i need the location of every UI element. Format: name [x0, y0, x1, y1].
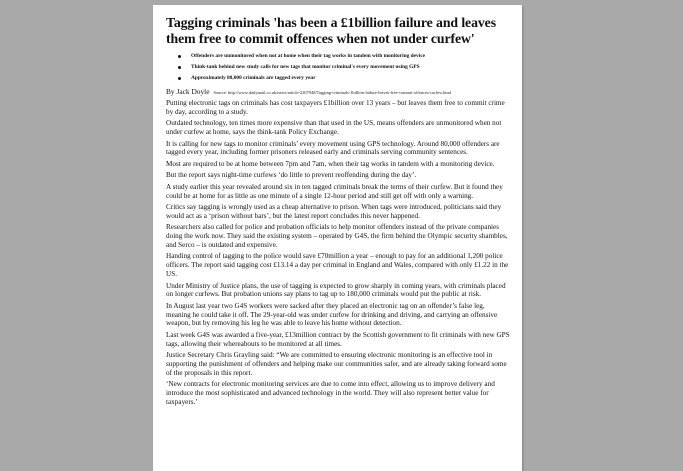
body-paragraph: But the report says night-time curfews ‘do little to prevent reoffending during the day’.	[166, 171, 417, 180]
byline	[166, 87, 511, 98]
body-paragraph: A study earlier this year revealed around six in ten tagged criminals break the terms of their curfew. But it found they could be at home for as little as one minute of a single 12-hour period and still get off with only a warning.	[166, 182, 503, 200]
body-paragraph: Most are required to be at home between 7pm and 7am, when their tag works in tandem with a monitoring device.	[166, 159, 495, 168]
summary-bullet: Offenders are unmonitored when not at home when their tag works in tandem with monitoring device	[191, 51, 511, 62]
document-page	[153, 5, 522, 471]
body-paragraph: Handing control of tagging to the police would save £70million a year – enough to pay for an additional 1,200 police officers. The report said tagging cost £13.14 a day per criminal in England and Wales, compared with only £1.22 in the US.	[166, 252, 509, 279]
author: By Jack Doyle	[166, 87, 210, 96]
body-paragraph: Critics say tagging is wrongly used as a cheap alternative to prison. When tags were introduced, politicians said they would act as a ‘prison without bars’, but the latest report concludes this never happened.	[166, 203, 502, 220]
body-paragraph: ‘New contracts for electronic monitoring services are due to come into effect, allowing us to improve delivery and introduce the most sophisticated and advanced technology in the world. They will also represent better value for taxpayers.’	[166, 380, 495, 406]
body-paragraph: Under Ministry of Justice plans, the use of tagging is expected to grow sharply in coming years, with criminals placed on longer curfews. But probation unions say plans to tag up to 180,000 criminals would put the public at risk.	[166, 281, 506, 299]
body-paragraph: Putting electronic tags on criminals has cost taxpayers £1billion over 13 years – but leaves them free to commit crime by day, according to a study.	[166, 99, 505, 116]
summary-bullets	[166, 51, 511, 84]
body-paragraph: It is calling for new tags to monitor criminals’ every movement using GPS technology. Around 80,000 offenders are tagged every year, including former prisoners released early and criminals serving community sentences.	[166, 139, 500, 157]
article	[166, 15, 511, 409]
body-paragraph: Researchers also called for police and probation officials to help monitor offenders instead of the private companies doing the work now. They said the existing system – operated by G4S, the firm behind the Olympic security shambles, and Serco – is outdated and expensive.	[166, 223, 508, 249]
body-paragraph: Justice Secretary Chris Grayling said: “We are committed to ensuring electronic monitoring is an effective tool in supporting the punishment of offenders and helping make our communities safer, and are already taking forward some of the proposals in this report.	[166, 351, 507, 377]
body-paragraph: Last week G4S was awarded a five-year, £13million contract by the Scottish government to fit criminals with new GPS tags, allowing their whereabouts to be monitored at all times.	[166, 330, 510, 348]
summary-bullet: Approximately 80,000 criminals are tagged every year	[191, 73, 511, 84]
summary-bullet: Think-tank behind new study calls for new tags that monitor criminal's every movement using GPS	[191, 62, 511, 73]
source-link[interactable]: Source: http://www.dailymail.co.uk/news/article-2207948/Tagging-criminals-1billion-failure-leaves-free-commit-offences-curfew.html	[213, 90, 452, 95]
body-paragraph: Outdated technology, ten times more expensive than that used in the US, means offenders are unmonitored when not under curfew at home, says the think-tank Policy Exchange.	[166, 119, 502, 137]
article-headline: Tagging criminals 'has been a £1billion failure and leaves them free to commit offences when not under curfew'	[166, 15, 496, 46]
body-paragraph: In August last year two G4S workers were sacked after they placed an electronic tag on an offender’s false leg, meaning he could take it off. The 29-year-old was under curfew for drinking and driving, and carrying an offensive weapon, but by removing his leg he was able to leave his home without detection.	[166, 301, 498, 328]
